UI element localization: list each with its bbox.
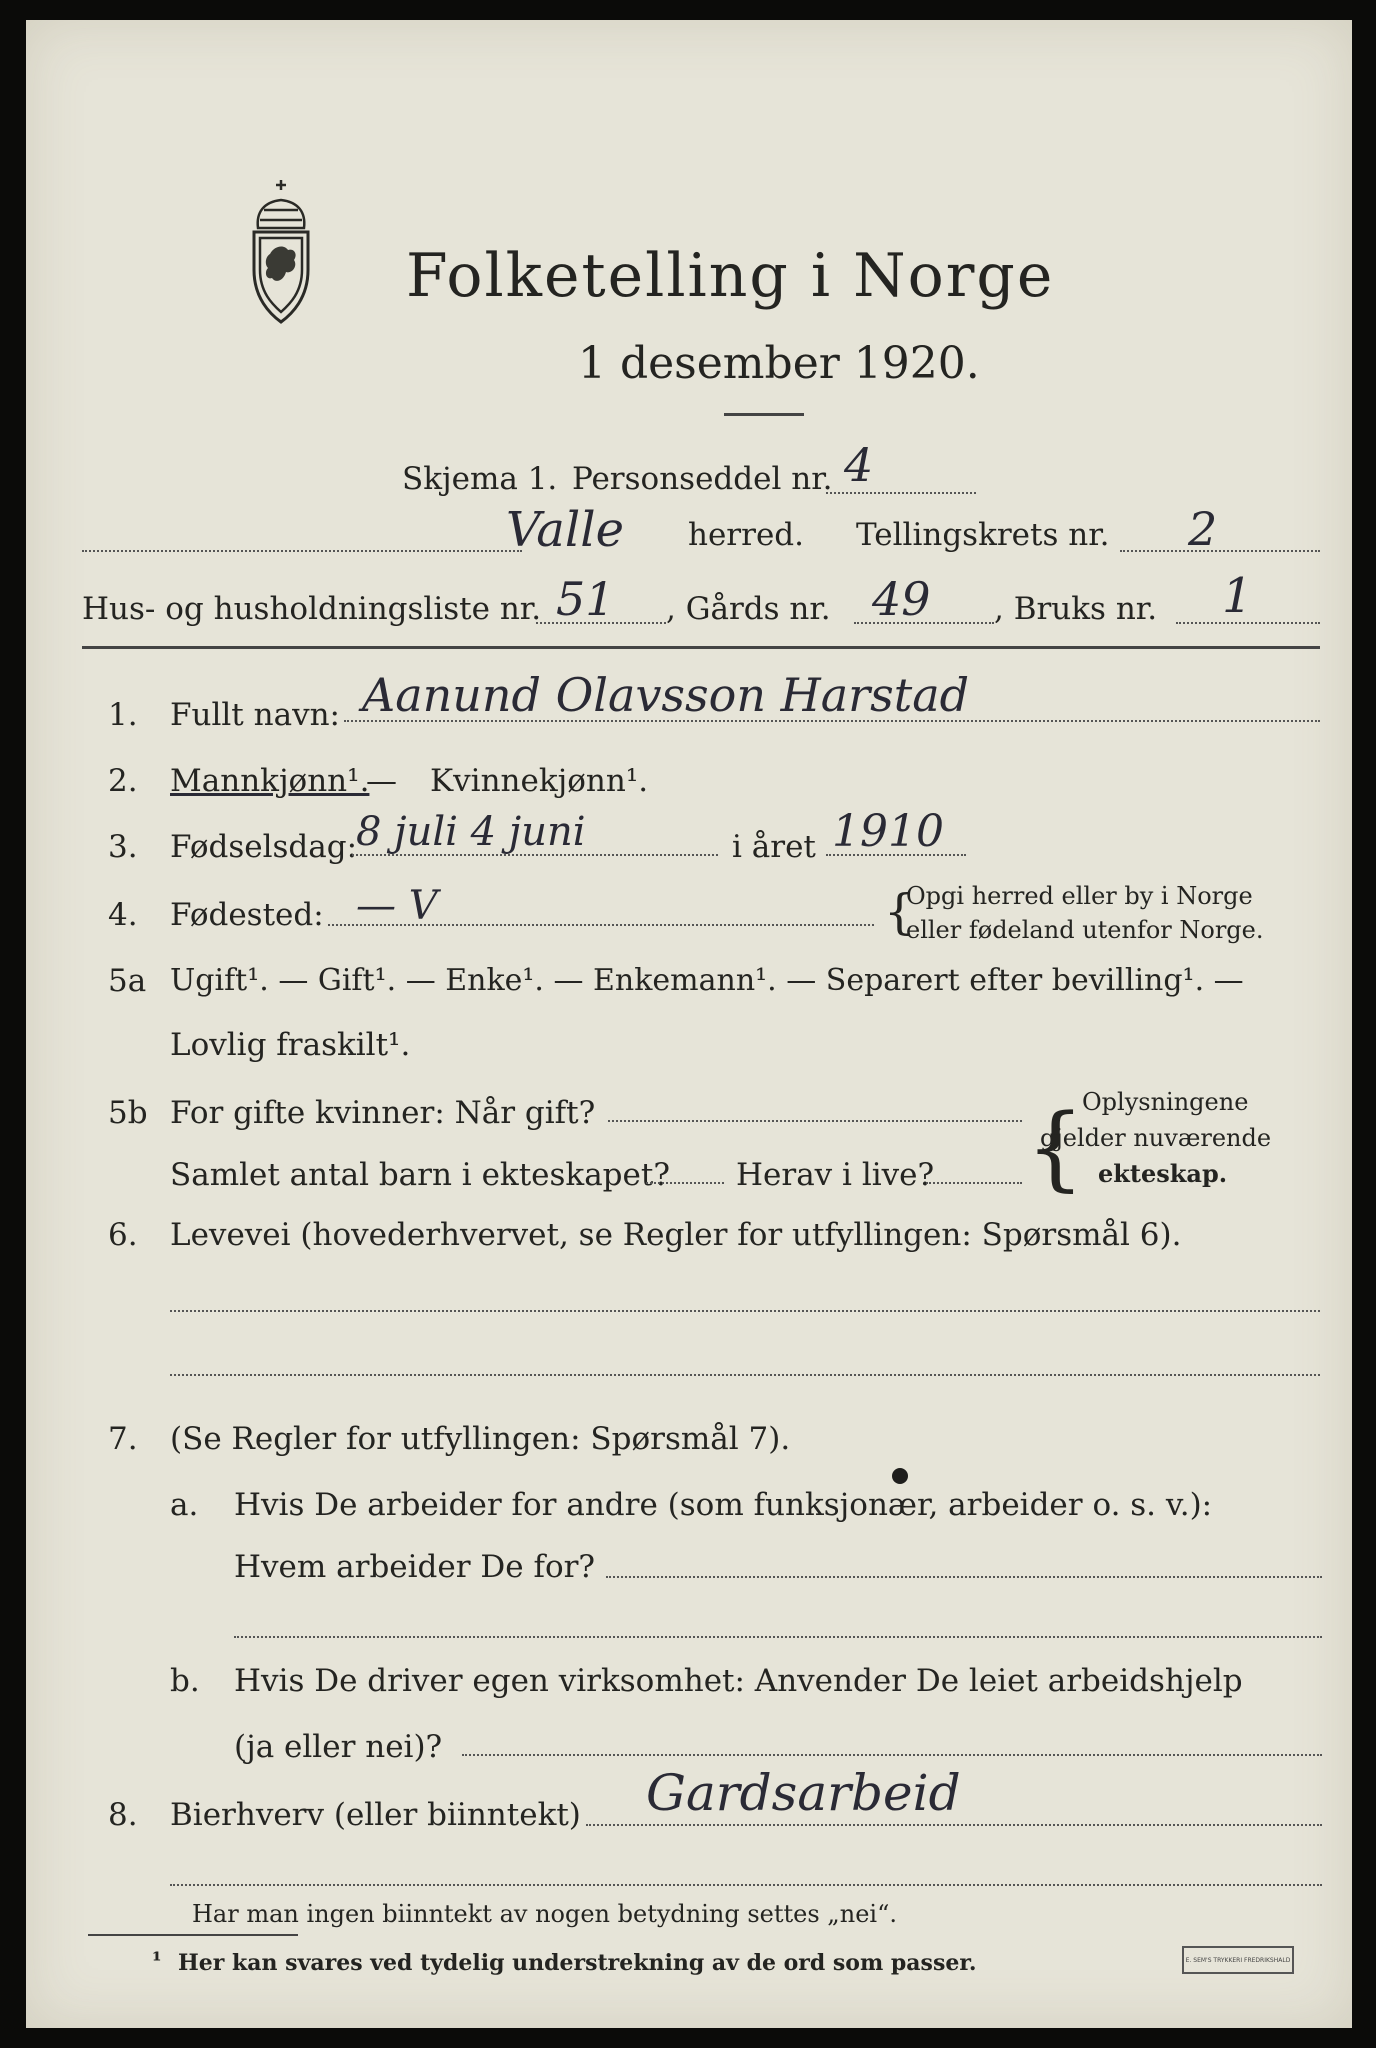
footnote-marker: ¹: [152, 1948, 162, 1974]
q7-number: 7.: [108, 1421, 138, 1457]
coat-of-arms-icon: [240, 176, 322, 328]
children-total-line[interactable]: [646, 1182, 724, 1184]
hus-label: Hus- og husholdningsliste nr.: [82, 591, 542, 627]
census-form-page: [26, 20, 1352, 2028]
occupation-line-1[interactable]: [170, 1310, 1320, 1312]
tellingskrets-label: Tellingskrets nr.: [856, 517, 1110, 553]
occupation-line-2[interactable]: [170, 1374, 1320, 1376]
footnote-rule: [88, 1934, 298, 1936]
title-divider: [724, 413, 804, 416]
employer-line-1[interactable]: [606, 1576, 1322, 1578]
q6-text: Levevei (hovederhvervet, se Regler for utfyllingen: Spørsmål 6).: [170, 1217, 1182, 1253]
marital-status-options[interactable]: Ugift¹. — Gift¹. — Enke¹. — Enkemann¹. — Separert efter bevilling¹. —: [170, 963, 1244, 998]
personseddel-label: Personseddel nr.: [572, 461, 833, 497]
hired-help-line[interactable]: [462, 1754, 1322, 1756]
q4-number: 4.: [108, 897, 138, 933]
q7b-line2: (ja eller nei)?: [234, 1729, 443, 1765]
q4-label: Fødested:: [170, 897, 324, 933]
q7a-letter: a.: [170, 1487, 199, 1523]
q5b-note-line3: ekteskap.: [1098, 1159, 1228, 1188]
q8-label: Bierhverv (eller biinntekt): [170, 1797, 581, 1833]
female-option[interactable]: Kvinnekjønn¹.: [430, 763, 649, 799]
q5b-number: 5b: [108, 1095, 148, 1131]
full-name-value[interactable]: Aanund Olavsson Harstad: [362, 668, 970, 722]
header-rule: [82, 646, 1320, 649]
q3-label: Fødselsdag:: [170, 829, 358, 865]
printer-stamp: [1182, 1946, 1294, 1974]
birthplace-value[interactable]: — V: [356, 883, 438, 929]
herred-label: herred.: [688, 517, 804, 553]
q7-text: (Se Regler for utfyllingen: Spørsmål 7).: [170, 1421, 791, 1457]
male-option[interactable]: Mannkjønn¹.: [170, 763, 370, 799]
side-income-line-2[interactable]: [170, 1884, 1322, 1886]
q4-note-line1: Opgi herred eller by i Norge: [906, 882, 1253, 910]
herred-value[interactable]: Valle: [506, 502, 624, 558]
employer-line-2[interactable]: [234, 1636, 1322, 1638]
bruks-value[interactable]: 1: [1222, 568, 1253, 624]
footnote-text: Her kan svares ved tydelig understrekning av de ord som passer.: [178, 1950, 977, 1976]
year-label: i året: [732, 829, 816, 865]
side-income-value[interactable]: Gardsarbeid: [646, 1764, 961, 1822]
ink-blot: [892, 1468, 908, 1484]
bruks-label: , Bruks nr.: [994, 591, 1158, 627]
q1-number: 1.: [108, 697, 138, 733]
hus-value[interactable]: 51: [556, 572, 615, 626]
q5a-number: 5a: [108, 963, 147, 999]
q4-note-line2: eller fødeland utenfor Norge.: [906, 916, 1264, 944]
q8-line: [586, 1824, 1322, 1826]
gards-value[interactable]: 49: [872, 572, 931, 626]
q6-number: 6.: [108, 1217, 138, 1253]
q7a-line2: Hvem arbeider De for?: [234, 1549, 596, 1585]
q3-number: 3.: [108, 829, 138, 865]
footer-note: Har man ingen biinntekt av nogen betydning settes „nei“.: [192, 1900, 897, 1928]
form-title: Folketelling i Norge: [406, 241, 1055, 311]
birth-year-value[interactable]: 1910: [832, 806, 944, 857]
q5b-note-line2: gjelder nuværende: [1040, 1124, 1272, 1152]
q8-number: 8.: [108, 1797, 138, 1833]
q2-number: 2.: [108, 763, 138, 799]
tellingskrets-line: [1120, 550, 1320, 552]
birthday-value[interactable]: 8 juli 4 juni: [356, 809, 586, 855]
q7a-line1: Hvis De arbeider for andre (som funksjonær, arbeider o. s. v.):: [234, 1487, 1213, 1523]
married-when-line[interactable]: [608, 1120, 1022, 1122]
tellingskrets-value[interactable]: 2: [1188, 502, 1218, 556]
gards-label: , Gårds nr.: [666, 591, 831, 627]
personseddel-value[interactable]: 4: [844, 438, 874, 492]
q5b-note-line1: Oplysningene: [1082, 1088, 1249, 1116]
marital-status-divorced[interactable]: Lovlig fraskilt¹.: [170, 1027, 411, 1063]
q7b-letter: b.: [170, 1663, 200, 1699]
herred-line: [82, 550, 522, 552]
children-alive-line[interactable]: [926, 1182, 1022, 1184]
census-date: 1 desember 1920.: [578, 338, 980, 389]
q4-brace: {: [884, 884, 915, 940]
q7b-line1: Hvis De driver egen virksomhet: Anvender De leiet arbeidshjelp: [234, 1663, 1243, 1699]
sex-separator: —: [366, 763, 397, 799]
q5b-children-total: Samlet antal barn i ekteskapet?: [170, 1157, 670, 1193]
printer-text: E. SEM'S TRYKKERI FREDRIKSHALD: [1185, 1956, 1291, 1964]
q5b-married-when: For gifte kvinner: Når gift?: [170, 1095, 596, 1131]
q5b-brace: {: [1026, 1094, 1085, 1201]
personseddel-line: [826, 492, 976, 494]
q1-label: Fullt navn:: [170, 697, 340, 733]
skjema-label: Skjema 1.: [402, 461, 558, 497]
q5b-children-alive: Herav i live?: [736, 1157, 935, 1193]
